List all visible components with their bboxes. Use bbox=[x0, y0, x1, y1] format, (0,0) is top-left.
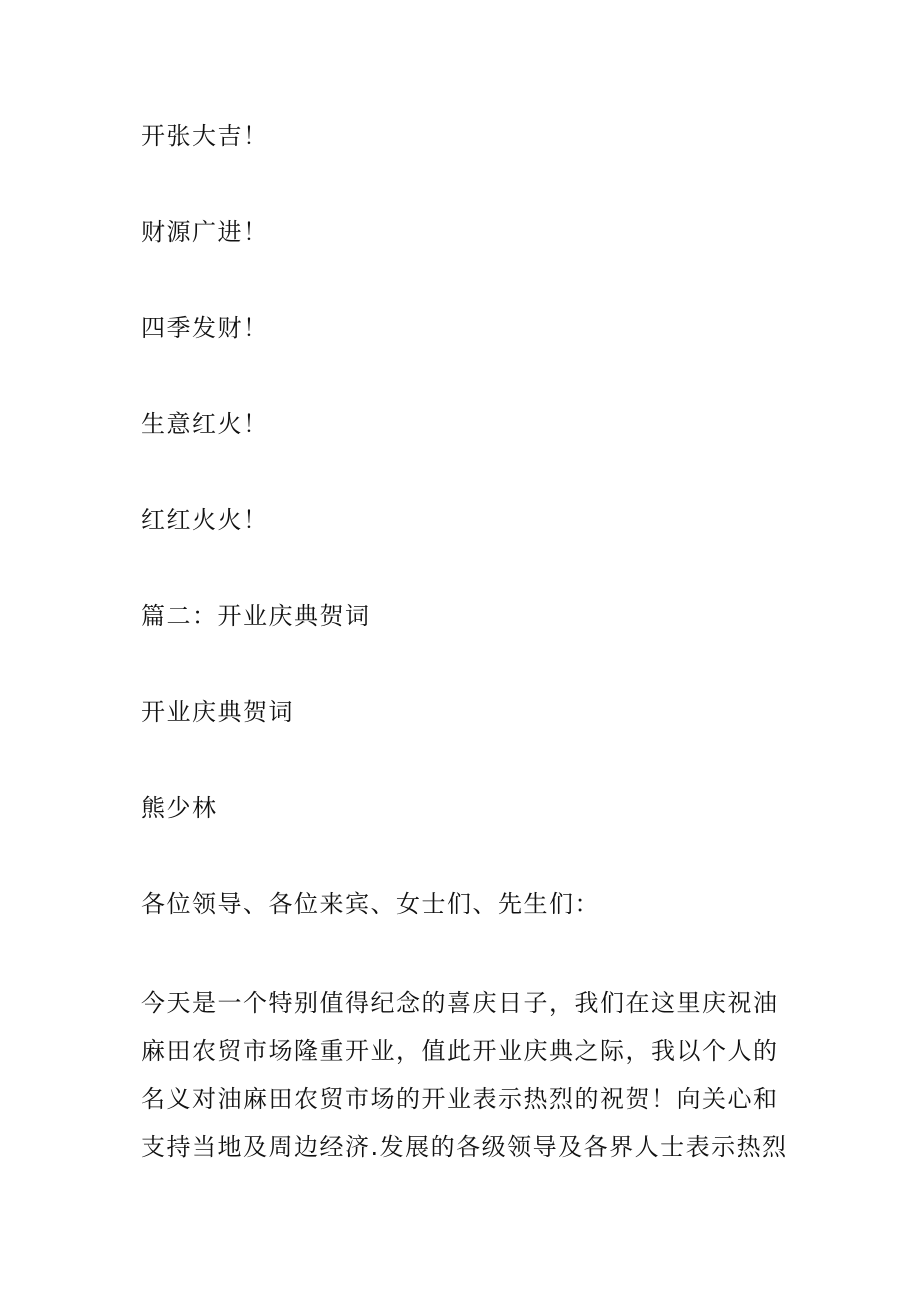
paragraph-line: 名义对油麻田农贸市场的开业表示热烈的祝贺！向关心和 bbox=[141, 1085, 779, 1113]
article-title: 开业庆典贺词 bbox=[141, 698, 294, 726]
blessing-line: 生意红火！ bbox=[141, 410, 269, 438]
blessing-line: 四季发财！ bbox=[141, 314, 269, 342]
paragraph-line: 麻田农贸市场隆重开业，值此开业庆典之际，我以个人的 bbox=[141, 1037, 779, 1065]
body-paragraph bbox=[141, 979, 788, 1171]
blessing-line: 开张大吉！ bbox=[141, 122, 269, 150]
blessing-line: 财源广进！ bbox=[141, 218, 269, 246]
paragraph-line: 今天是一个特别值得纪念的喜庆日子，我们在这里庆祝油 bbox=[141, 989, 779, 1017]
author-name: 熊少林 bbox=[141, 794, 218, 822]
blessing-line: 红红火火！ bbox=[141, 506, 269, 534]
paragraph-line: 支持当地及周边经济.发展的各级领导及各界人士表示热烈 bbox=[141, 1133, 788, 1161]
section-heading: 篇二：开业庆典贺词 bbox=[141, 602, 371, 630]
salutation: 各位领导、各位来宾、女士们、先生们： bbox=[141, 890, 600, 918]
